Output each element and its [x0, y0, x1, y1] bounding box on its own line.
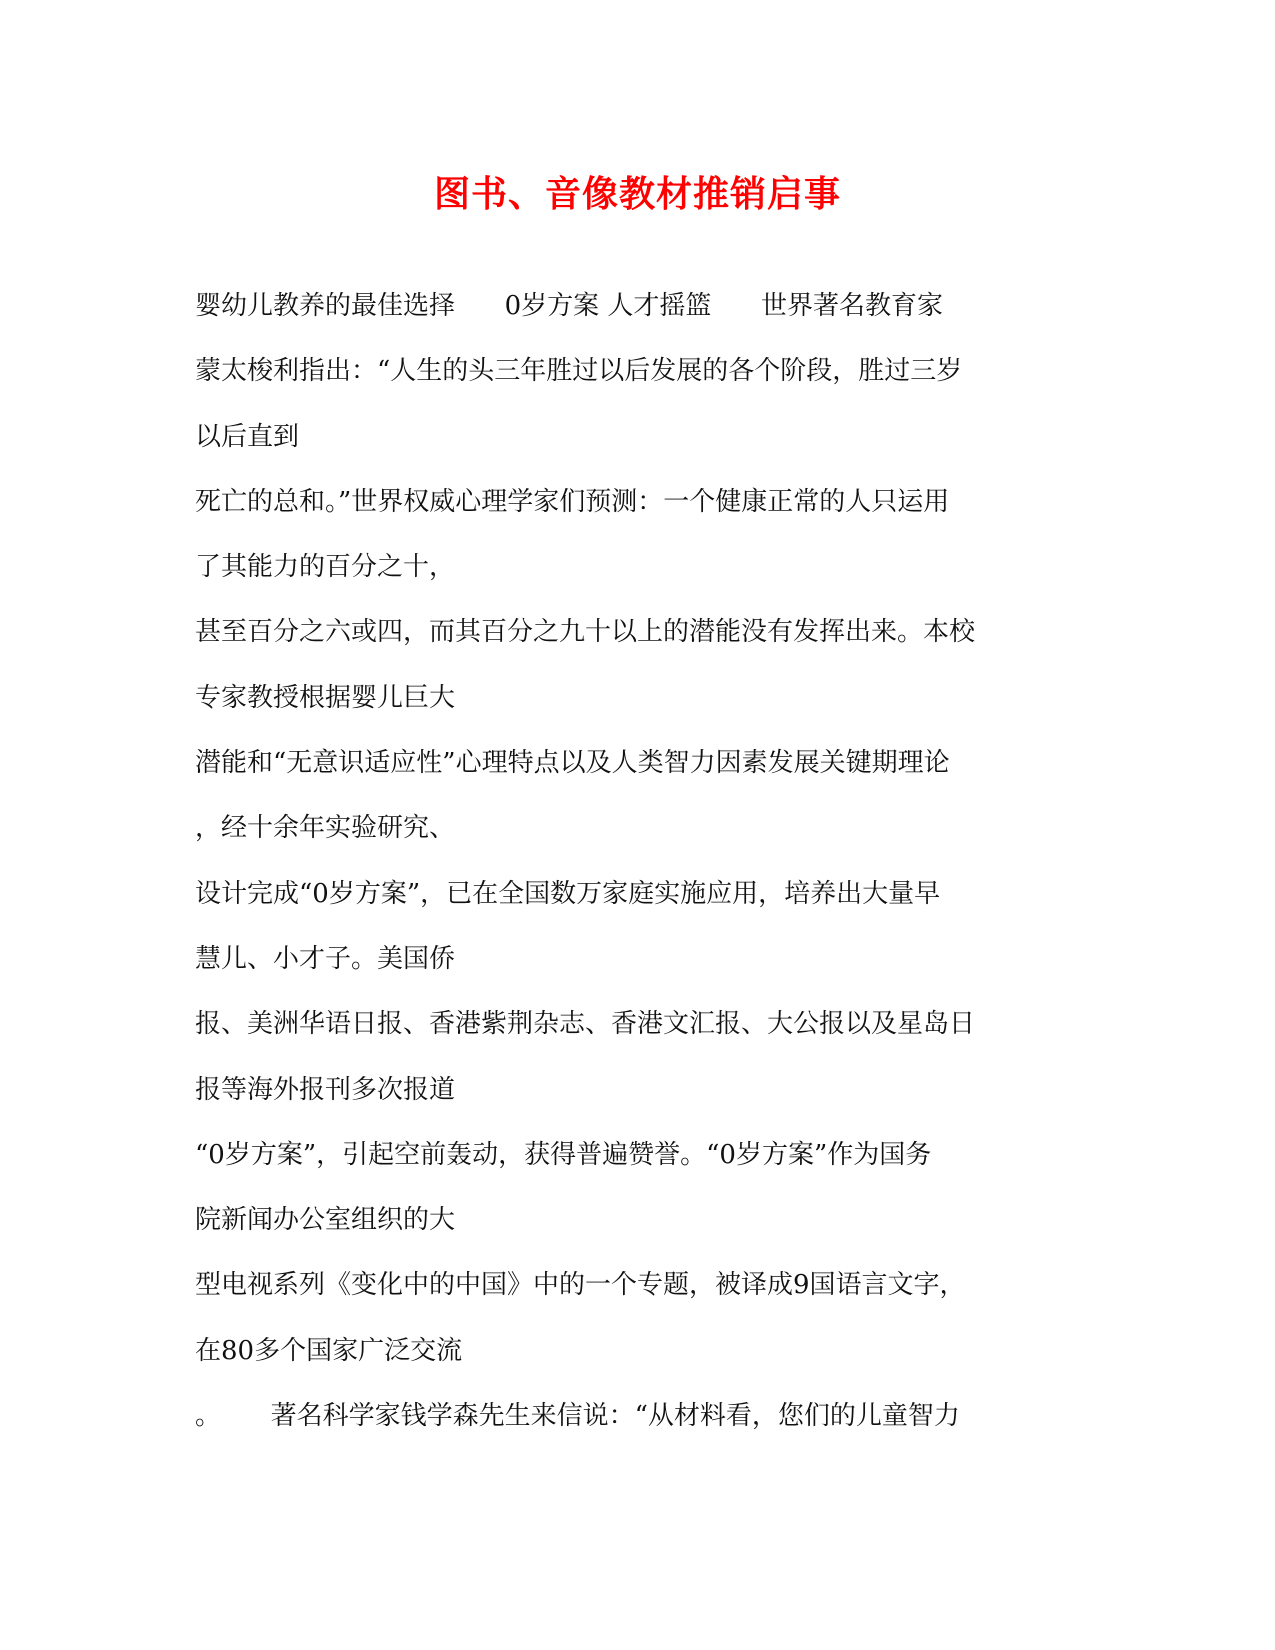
- text-line: 报等海外报刊多次报道: [195, 1074, 456, 1105]
- text-line: 了其能力的百分之十，: [195, 552, 456, 583]
- text-line: 。 著名科学家钱学森先生来信说：“从材料看，您们的儿童智力: [195, 1401, 960, 1432]
- text-line: 设计完成“0岁方案”，已在全国数万家庭实施应用，培养出大量早: [195, 878, 941, 909]
- body-text: [195, 288, 1075, 1463]
- text-line: 院新闻办公室组织的大: [195, 1205, 456, 1236]
- text-line: 以后直到: [195, 421, 300, 452]
- text-line: 慧儿、小才子。美国侨: [195, 943, 456, 974]
- text-line: “0岁方案”，引起空前轰动，获得普遍赞誉。“0岁方案”作为国务: [195, 1139, 932, 1170]
- text-line: 婴幼儿教养的最佳选择 0岁方案 人才摇篮 世界著名教育家: [195, 291, 943, 321]
- text-line: 死亡的总和。”世界权威心理学家们预测：一个健康正常的人只运用: [195, 486, 950, 517]
- page-title: 图书、音像教材推销启事: [433, 173, 841, 215]
- text-line: 型电视系列《变化中的中国》中的一个专题，被译成9国语言文字，: [195, 1270, 966, 1301]
- text-line: 在80多个国家广泛交流: [195, 1335, 463, 1366]
- text-line: ，经十余年实验研究、: [195, 813, 456, 844]
- text-line: 报、美洲华语日报、香港紫荆杂志、香港文汇报、大公报以及星岛日: [195, 1009, 976, 1040]
- text-line: 甚至百分之六或四，而其百分之九十以上的潜能没有发挥出来。本校: [195, 617, 976, 648]
- text-line: 专家教授根据婴儿巨大: [195, 682, 456, 713]
- text-line: 潜能和“无意识适应性”心理特点以及人类智力因素发展关键期理论: [195, 748, 950, 779]
- text-line: 蒙太梭利指出：“人生的头三年胜过以后发展的各个阶段，胜过三岁: [195, 356, 963, 387]
